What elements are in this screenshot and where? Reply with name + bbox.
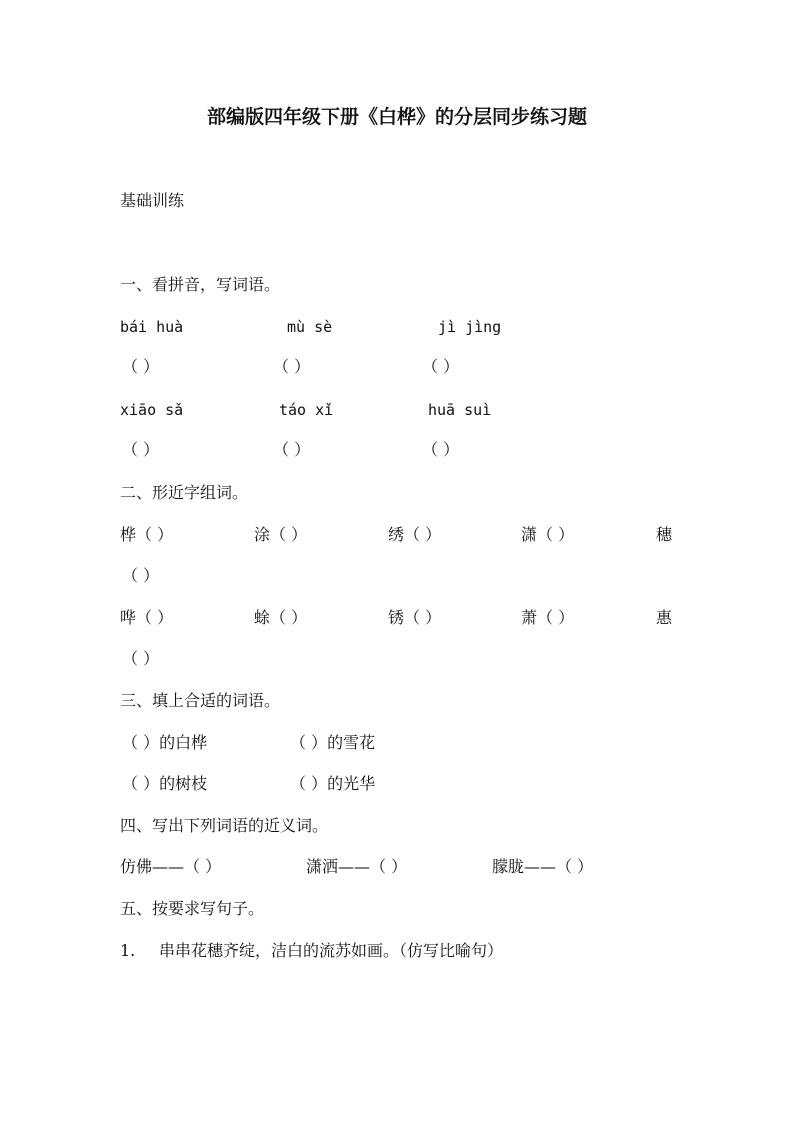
fill-item[interactable]: （ ）的雪花 — [290, 733, 376, 752]
char-item[interactable]: 涂（ ） — [254, 525, 308, 544]
answer-blank[interactable]: （ ） — [122, 649, 160, 668]
char-item[interactable]: 蜍（ ） — [254, 608, 308, 627]
char-item[interactable]: 穗 — [656, 525, 673, 544]
char-item[interactable]: 潇（ ） — [521, 525, 575, 544]
char-item[interactable]: 哗（ ） — [120, 608, 174, 627]
answer-blank[interactable]: （ ） — [273, 440, 311, 459]
char-item[interactable]: 萧（ ） — [521, 608, 575, 627]
char-item[interactable]: 惠 — [656, 608, 673, 627]
pinyin-item: bái huà — [120, 318, 184, 336]
pinyin-item: táo xǐ — [279, 401, 334, 419]
pinyin-item: huā suì — [428, 401, 492, 419]
q5-item-text: 串串花穗齐绽，洁白的流苏如画。（仿写比喻句） — [159, 941, 504, 960]
char-item[interactable]: 锈（ ） — [388, 608, 442, 627]
section-label: 基础训练 — [120, 191, 185, 210]
q3-heading: 三、填上合适的词语。 — [120, 691, 281, 710]
synonym-item[interactable]: 仿佛——（ ） — [120, 857, 222, 876]
fill-item[interactable]: （ ）的光华 — [290, 774, 376, 793]
char-item[interactable]: 桦（ ） — [120, 525, 174, 544]
answer-blank[interactable]: （ ） — [122, 357, 160, 376]
q5-heading: 五、按要求写句子。 — [120, 899, 265, 918]
q4-heading: 四、写出下列词语的近义词。 — [120, 816, 329, 835]
char-item[interactable]: 绣（ ） — [388, 525, 442, 544]
answer-blank[interactable]: （ ） — [422, 357, 460, 376]
page-title: 部编版四年级下册《白桦》的分层同步练习题 — [206, 106, 587, 128]
answer-blank[interactable]: （ ） — [122, 566, 160, 585]
answer-blank[interactable]: （ ） — [422, 440, 460, 459]
fill-item[interactable]: （ ）的树枝 — [122, 774, 208, 793]
q1-heading: 一、看拼音，写词语。 — [120, 275, 281, 294]
pinyin-item: jì jìng — [438, 318, 502, 336]
answer-blank[interactable]: （ ） — [273, 357, 311, 376]
fill-item[interactable]: （ ）的白桦 — [122, 733, 208, 752]
synonym-item[interactable]: 潇洒——（ ） — [306, 857, 408, 876]
q2-heading: 二、形近字组词。 — [120, 483, 249, 502]
q5-item-number: 1. — [120, 941, 136, 960]
pinyin-item: mù sè — [287, 318, 333, 336]
pinyin-item: xiāo sǎ — [120, 401, 184, 419]
answer-blank[interactable]: （ ） — [122, 440, 160, 459]
synonym-item[interactable]: 朦胧——（ ） — [492, 857, 594, 876]
